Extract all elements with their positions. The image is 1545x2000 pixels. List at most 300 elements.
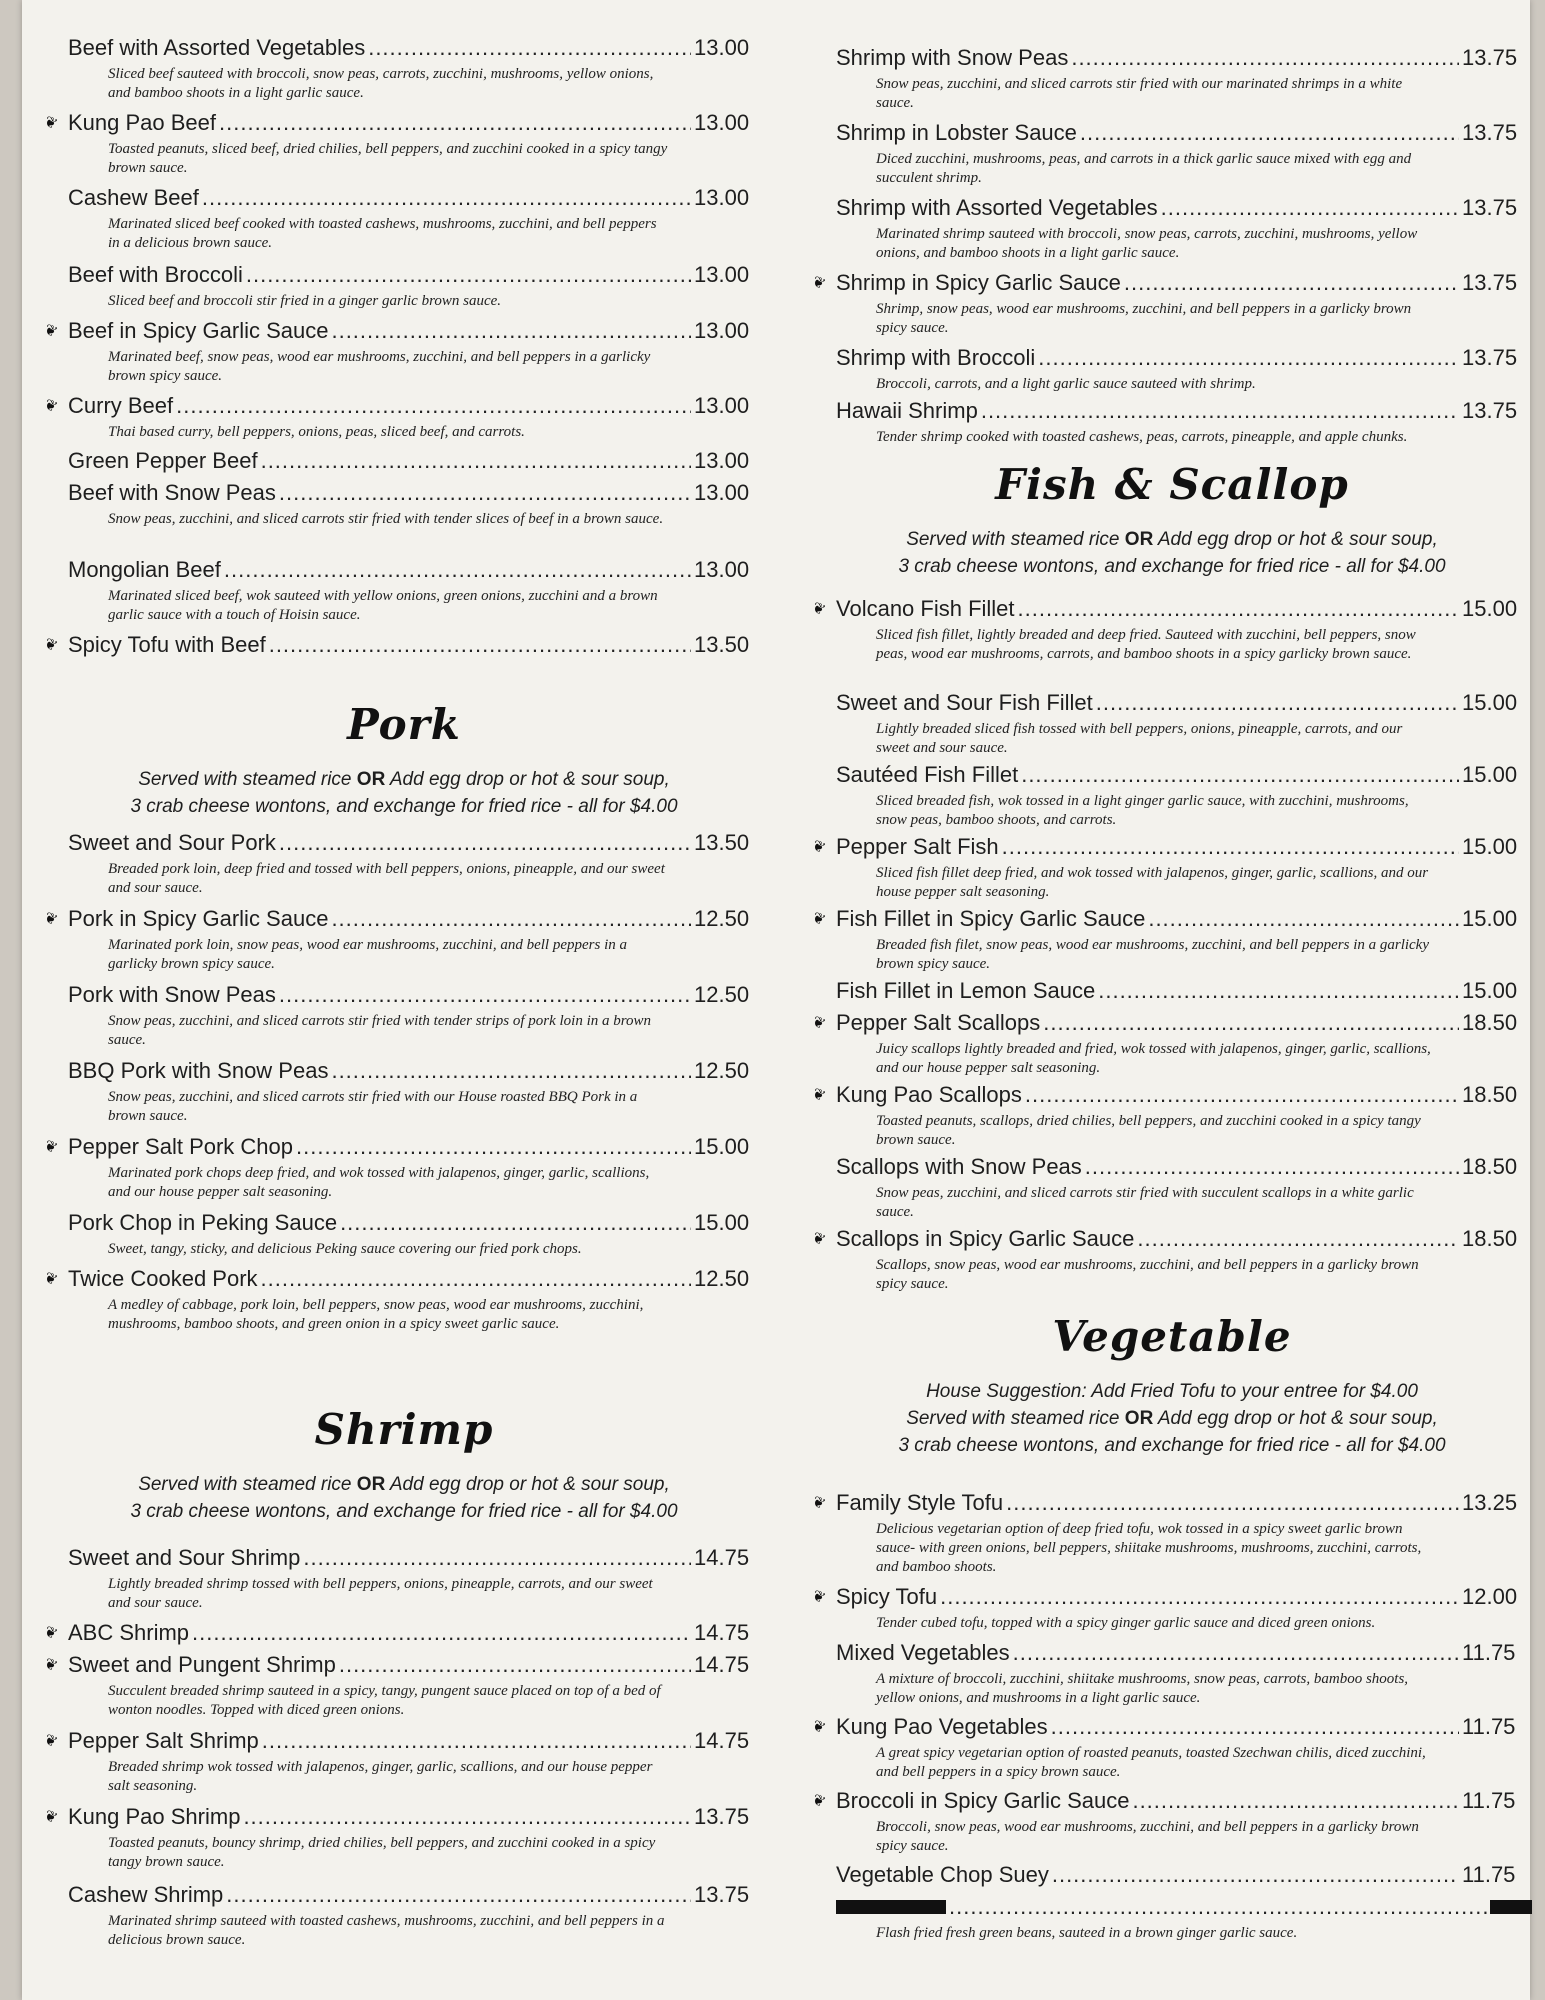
redacted-dish-name	[836, 1900, 946, 1914]
menu-item-header	[41, 110, 764, 140]
menu-item	[812, 1640, 1532, 1708]
dish-price: 18.50	[1462, 1010, 1518, 1035]
menu-item	[41, 1620, 764, 1650]
dish-price: 18.50	[1462, 1154, 1518, 1179]
chili-pepper-icon: ❦	[41, 1805, 61, 1828]
menu-item-header	[812, 1640, 1532, 1670]
dot-leader	[192, 1620, 691, 1646]
dish-name: Scallops with Snow Peas	[836, 1154, 1082, 1179]
dish-name: Pork in Spicy Garlic Sauce	[68, 906, 329, 931]
dish-description: Lightly breaded shrimp tossed with bell peppers, onions, pineapple, carrots, and our sweet and sour sauce.	[108, 1576, 653, 1611]
dish-description: Sliced breaded fish, wok tossed in a light ginger garlic sauce, with zucchini, mushrooms, snow peas, bamboo shoots, and carrots.	[876, 793, 1409, 828]
dot-leader	[331, 318, 691, 344]
dish-name: Scallops in Spicy Garlic Sauce	[836, 1226, 1135, 1251]
dot-leader	[1161, 195, 1459, 221]
dish-name: Green Pepper Beef	[68, 448, 258, 473]
note-line-1	[812, 526, 1532, 553]
menu-item	[41, 393, 764, 442]
dish-price: 13.00	[694, 448, 750, 473]
dot-leader	[219, 110, 691, 136]
menu-item-header	[41, 318, 764, 348]
note-line-1	[44, 1471, 764, 1498]
menu-item-header	[44, 185, 764, 215]
menu-item	[812, 195, 1532, 263]
dish-description: Juicy scallops lightly breaded and fried, wok tossed with jalapenos, ginger, garlic, scallions, and our house pepper salt seasoning.	[876, 1041, 1431, 1076]
dot-leader	[1006, 1490, 1459, 1516]
dish-description: Snow peas, zucchini, and sliced carrots stir fried with tender strips of pork loin in a brown sauce.	[108, 1013, 652, 1048]
dish-price: 12.50	[694, 982, 750, 1007]
dish-price: 15.00	[1462, 834, 1518, 859]
menu-item-header	[44, 35, 764, 65]
dot-leader	[339, 1652, 691, 1678]
redacted-price	[1490, 1900, 1532, 1914]
dot-leader	[1096, 690, 1459, 716]
dish-name: Vegetable Chop Suey	[836, 1862, 1049, 1887]
dish-name: Cashew Shrimp	[68, 1882, 224, 1907]
dish-description: Succulent breaded shrimp sauteed in a spicy, tangy, pungent sauce placed on top of a bed of wonton noodles. Topped with diced green onions.	[108, 1683, 661, 1718]
menu-item-header	[812, 45, 1532, 75]
dot-leader	[331, 906, 691, 932]
dot-leader	[1021, 762, 1459, 788]
chili-pepper-icon: ❦	[41, 633, 61, 656]
dish-description: Lightly breaded sliced fish tossed with bell peppers, onions, pineapple, carrots, and our sweet and sour sauce.	[876, 721, 1403, 756]
dish-price: 15.00	[694, 1210, 750, 1235]
dish-name: Shrimp with Snow Peas	[836, 45, 1069, 70]
dot-leader	[246, 262, 691, 288]
menu-item	[812, 120, 1532, 188]
note-served: Served with steamed rice	[906, 1408, 1120, 1429]
chili-pepper-icon: ❦	[41, 1621, 61, 1644]
dish-description: Toasted peanuts, sliced beef, dried chilies, bell peppers, and zucchini cooked in a spicy tangy brown sauce.	[108, 141, 668, 176]
dish-price: 14.75	[694, 1545, 750, 1570]
menu-item	[809, 1714, 1532, 1782]
menu-item	[809, 270, 1532, 338]
menu-item-header	[41, 1266, 764, 1296]
chili-pepper-icon: ❦	[809, 1585, 829, 1608]
section-title: Pork	[347, 700, 461, 749]
dish-name: Kung Pao Shrimp	[68, 1804, 241, 1829]
section-note	[812, 526, 1532, 580]
menu-item-header	[41, 393, 764, 423]
note-line-2: 3 crab cheese wontons, and exchange for fried rice - all for $4.00	[898, 556, 1446, 577]
dot-leader	[1043, 1010, 1459, 1036]
dish-description: Scallops, snow peas, wood ear mushrooms, zucchini, and bell peppers in a garlicky brown spicy sauce.	[876, 1257, 1419, 1292]
dish-name: Hawaii Shrimp	[836, 398, 978, 423]
dish-price: 13.75	[1462, 120, 1518, 145]
dish-name: Sweet and Pungent Shrimp	[68, 1652, 336, 1677]
dish-name: Beef with Snow Peas	[68, 480, 276, 505]
menu-item-header	[812, 978, 1532, 1008]
menu-item-header	[41, 1620, 764, 1650]
menu-item	[44, 1545, 764, 1613]
chili-pepper-icon: ❦	[41, 111, 61, 134]
menu-item-header	[812, 345, 1532, 375]
dish-name: Pork with Snow Peas	[68, 982, 276, 1007]
menu-item	[809, 1082, 1532, 1150]
dish-description: Marinated pork loin, snow peas, wood ear mushrooms, zucchini, and bell peppers in a garlicky brown spicy sauce.	[108, 937, 628, 972]
menu-item	[812, 45, 1532, 113]
dish-description: Delicious vegetarian option of deep fried tofu, wok tossed in a spicy sweet garlic brown sauce- with green onions, bell peppers, shiitake mushrooms, mushrooms, zucchini, carrots, and bamboo shoots.	[876, 1521, 1422, 1575]
menu-item-header	[809, 1714, 1532, 1744]
dish-name: Kung Pao Scallops	[836, 1082, 1022, 1107]
dot-leader	[1071, 45, 1459, 71]
menu-item-header	[41, 632, 764, 662]
dot-leader	[1137, 1226, 1459, 1252]
menu-item-header	[812, 762, 1532, 792]
dot-leader	[1085, 1154, 1459, 1180]
dish-price: 13.75	[1462, 345, 1518, 370]
dish-price: 18.50	[1462, 1226, 1518, 1251]
dish-description: Sliced fish fillet, lightly breaded and deep fried. Sauteed with zucchini, bell peppers, snow peas, wood ear mushrooms, carrots, and bamboo shoots in a spicy garlicky brown sauce.	[876, 627, 1416, 662]
menu-item	[809, 1788, 1532, 1856]
dot-leader	[1018, 596, 1459, 622]
dish-description: Marinated shrimp sauteed with broccoli, snow peas, carrots, zucchini, mushrooms, yellow onions, and bamboo shoots in a light garlic sauce.	[876, 226, 1418, 261]
chili-pepper-icon: ❦	[41, 394, 61, 417]
dish-description: Snow peas, zucchini, and sliced carrots stir fried with tender slices of beef in a brown sauce.	[108, 511, 664, 527]
menu-item	[41, 1266, 764, 1334]
menu-item	[809, 1010, 1532, 1078]
note-line-2: 3 crab cheese wontons, and exchange for fried rice - all for $4.00	[130, 796, 678, 817]
dot-leader	[1051, 1714, 1459, 1740]
menu-item-header	[41, 1652, 764, 1682]
menu-item-header	[44, 982, 764, 1012]
dot-leader	[368, 35, 691, 61]
dish-description: Marinated beef, snow peas, wood ear mushrooms, zucchini, and bell peppers in a garlicky brown spicy sauce.	[108, 349, 651, 384]
menu-item-header	[812, 1894, 1532, 1924]
chili-pepper-icon: ❦	[809, 597, 829, 620]
menu-item	[809, 906, 1532, 974]
dot-leader	[226, 1882, 691, 1908]
dish-price: 12.50	[694, 1266, 750, 1291]
dish-name: Sweet and Sour Fish Fillet	[836, 690, 1093, 715]
dish-name: Family Style Tofu	[836, 1490, 1004, 1515]
dish-price: 15.00	[1462, 978, 1518, 1003]
menu-item-header	[44, 1058, 764, 1088]
note-line-2: 3 crab cheese wontons, and exchange for fried rice - all for $4.00	[130, 1501, 678, 1522]
menu-item	[812, 345, 1532, 394]
menu-item-header	[809, 596, 1532, 626]
dish-name: BBQ Pork with Snow Peas	[68, 1058, 329, 1083]
dish-price: 13.75	[694, 1882, 750, 1907]
dot-leader	[1013, 1640, 1459, 1666]
dot-leader	[279, 830, 691, 856]
dish-name: Cashew Beef	[68, 185, 199, 210]
dot-leader	[296, 1134, 691, 1160]
menu-item-header	[812, 398, 1532, 428]
dish-price: 12.00	[1462, 1584, 1518, 1609]
dot-leader	[1052, 1862, 1459, 1888]
menu-item-header	[44, 448, 764, 478]
menu-item	[809, 1584, 1532, 1633]
dish-name: Sweet and Sour Pork	[68, 830, 276, 855]
menu-item-header	[812, 1862, 1532, 1892]
menu-item-header	[44, 830, 764, 860]
dish-description: Shrimp, snow peas, wood ear mushrooms, zucchini, and bell peppers in a garlicky brown spicy sauce.	[876, 301, 1412, 336]
dish-price: 13.00	[694, 35, 750, 60]
dish-price: 13.75	[1462, 195, 1518, 220]
menu-item-header	[809, 834, 1532, 864]
dish-price: 13.00	[694, 480, 750, 505]
menu-item	[44, 1058, 764, 1126]
house-suggestion: House Suggestion: Add Fried Tofu to your entree for $4.00	[926, 1381, 1418, 1402]
dot-leader	[1025, 1082, 1459, 1108]
dish-name: Spicy Tofu with Beef	[68, 632, 266, 657]
dish-price: 13.50	[694, 632, 750, 657]
dot-leader	[202, 185, 691, 211]
chili-pepper-icon: ❦	[809, 1491, 829, 1514]
section-note	[44, 766, 764, 820]
dish-price: 13.75	[1462, 45, 1518, 70]
section-note	[812, 1378, 1532, 1459]
dish-price: 12.50	[694, 906, 750, 931]
menu-item	[41, 110, 764, 178]
dot-leader	[1124, 270, 1459, 296]
menu-item-header	[809, 270, 1532, 300]
dish-name: Mixed Vegetables	[836, 1640, 1010, 1665]
menu-item-header	[41, 906, 764, 936]
dish-description: Thai based curry, bell peppers, onions, peas, sliced beef, and carrots.	[108, 424, 525, 440]
chili-pepper-icon: ❦	[809, 835, 829, 858]
menu-item-header	[41, 1728, 764, 1758]
dish-description: A mixture of broccoli, zucchini, shiitake mushrooms, snow peas, carrots, bamboo shoots, yellow onions, and mushrooms in a light garlic sauce.	[876, 1671, 1409, 1706]
dish-price: 13.75	[694, 1804, 750, 1829]
dish-description: Marinated sliced beef cooked with toasted cashews, mushrooms, zucchini, and bell peppers in a delicious brown sauce.	[108, 216, 657, 251]
menu-item-header	[812, 1154, 1532, 1184]
dish-price: 11.75	[1462, 1788, 1516, 1813]
dish-name: Beef in Spicy Garlic Sauce	[68, 318, 329, 343]
menu-item	[44, 448, 764, 478]
dish-price: 13.25	[1462, 1490, 1518, 1515]
chili-pepper-icon: ❦	[809, 907, 829, 930]
dot-leader	[303, 1545, 691, 1571]
chili-pepper-icon: ❦	[41, 1135, 61, 1158]
dish-description: A medley of cabbage, pork loin, bell peppers, snow peas, wood ear mushrooms, zucchini, mushrooms, bamboo shoots, and green onion in a spicy sweet garlic sauce.	[108, 1297, 644, 1332]
dish-price: 13.00	[694, 185, 750, 210]
dish-price: 14.75	[694, 1620, 750, 1645]
dish-description: Sliced beef and broccoli stir fried in a ginger garlic brown sauce.	[108, 293, 502, 309]
menu-item-header	[44, 1210, 764, 1240]
dish-description: Diced zucchini, mushrooms, peas, and carrots in a thick garlic sauce mixed with egg and succulent shrimp.	[876, 151, 1412, 186]
dish-name: Beef with Assorted Vegetables	[68, 35, 366, 60]
menu-item-header	[809, 1082, 1532, 1112]
chili-pepper-icon: ❦	[809, 1789, 829, 1812]
menu-item	[41, 906, 764, 974]
dish-description: Sliced fish fillet deep fried, and wok tossed with jalapenos, ginger, garlic, scallions, and our house pepper salt seasoning.	[876, 865, 1429, 900]
dot-leader	[331, 1058, 691, 1084]
note-line-1	[812, 1405, 1532, 1432]
dish-description: Breaded shrimp wok tossed with jalapenos, ginger, garlic, scallions, and our house pepper salt seasoning.	[108, 1759, 653, 1794]
menu-item-header	[812, 690, 1532, 720]
dish-price: 13.00	[694, 318, 750, 343]
note-or: OR	[356, 769, 386, 790]
chili-pepper-icon: ❦	[41, 1653, 61, 1676]
dot-leader	[981, 398, 1459, 424]
dish-price: 15.00	[1462, 906, 1518, 931]
menu-item-header	[809, 1788, 1532, 1818]
dish-price: 12.50	[694, 1058, 750, 1083]
dish-name: Shrimp with Broccoli	[836, 345, 1036, 370]
dot-leader	[1002, 834, 1459, 860]
menu-item	[44, 830, 764, 898]
note-served: Served with steamed rice	[138, 1474, 352, 1495]
chili-pepper-icon: ❦	[41, 1267, 61, 1290]
section-title: Shrimp	[314, 1405, 494, 1454]
dish-name: Shrimp with Assorted Vegetables	[836, 195, 1158, 220]
section-note	[44, 1471, 764, 1525]
dish-description: Snow peas, zucchini, and sliced carrots stir fried with our marinated shrimps in a white sauce.	[876, 76, 1403, 111]
note-add: Add egg drop or hot & sour soup,	[389, 769, 670, 790]
menu-item	[812, 978, 1532, 1008]
menu-item-header	[44, 262, 764, 292]
menu-item-header	[809, 906, 1532, 936]
dish-price: 14.75	[694, 1728, 750, 1753]
dish-name: Fish Fillet in Lemon Sauce	[836, 978, 1096, 1003]
menu-item	[812, 762, 1532, 830]
menu-item	[44, 35, 764, 103]
menu-page	[22, 0, 1530, 2000]
dish-name: Pepper Salt Shrimp	[68, 1728, 259, 1753]
dish-name: Shrimp in Lobster Sauce	[836, 120, 1077, 145]
dish-description: Broccoli, snow peas, wood ear mushrooms, zucchini, and bell peppers in a garlicky brown spicy sauce.	[876, 1819, 1419, 1854]
dish-price: 15.00	[1462, 762, 1518, 787]
dish-name: Kung Pao Beef	[68, 110, 217, 135]
dish-price: 15.00	[1462, 690, 1518, 715]
menu-item	[44, 982, 764, 1050]
dish-name: Spicy Tofu	[836, 1584, 938, 1609]
dot-leader	[1132, 1788, 1459, 1814]
menu-item	[44, 557, 764, 625]
menu-item	[44, 185, 764, 253]
dot-leader	[340, 1210, 691, 1236]
section-title: Vegetable	[1052, 1312, 1292, 1361]
dish-name: Pepper Salt Pork Chop	[68, 1134, 294, 1159]
menu-item	[809, 1490, 1532, 1577]
dish-price: 13.00	[694, 262, 750, 287]
note-add: Add egg drop or hot & sour soup,	[1157, 1408, 1438, 1429]
chili-pepper-icon: ❦	[41, 1729, 61, 1752]
dish-price: 15.00	[1462, 596, 1518, 621]
dot-leader	[949, 1894, 1487, 1920]
note-or: OR	[1124, 529, 1154, 550]
dish-description: A great spicy vegetarian option of roasted peanuts, toasted Szechwan chilis, diced zucchini, and bell peppers in a spicy brown sauce.	[876, 1745, 1426, 1780]
dish-name: Fish Fillet in Spicy Garlic Sauce	[836, 906, 1146, 931]
dot-leader	[262, 1728, 691, 1754]
dot-leader	[176, 393, 691, 419]
dot-leader	[1038, 345, 1459, 371]
dish-name: ABC Shrimp	[68, 1620, 190, 1645]
menu-item	[44, 480, 764, 529]
dish-description: Broccoli, carrots, and a light garlic sauce sauteed with shrimp.	[876, 376, 1256, 392]
dish-name: Pork Chop in Peking Sauce	[68, 1210, 338, 1235]
menu-item	[812, 1154, 1532, 1222]
menu-item-header	[41, 1804, 764, 1834]
dot-leader	[279, 480, 691, 506]
dot-leader	[940, 1584, 1459, 1610]
dish-name: Shrimp in Spicy Garlic Sauce	[836, 270, 1121, 295]
dish-name: Broccoli in Spicy Garlic Sauce	[836, 1788, 1130, 1813]
dish-price: 13.75	[1462, 270, 1518, 295]
dish-description: Marinated pork chops deep fried, and wok tossed with jalapenos, ginger, garlic, scallions, and our house pepper salt seasoning.	[108, 1165, 650, 1200]
dish-description: Snow peas, zucchini, and sliced carrots stir fried with our House roasted BBQ Pork in a brown sauce.	[108, 1089, 638, 1124]
dot-leader	[224, 557, 691, 583]
note-add: Add egg drop or hot & sour soup,	[1157, 529, 1438, 550]
menu-item	[809, 596, 1532, 664]
menu-item-header	[41, 1134, 764, 1164]
dish-price: 11.75	[1462, 1714, 1516, 1739]
chili-pepper-icon: ❦	[809, 1715, 829, 1738]
dish-name: Mongolian Beef	[68, 557, 221, 582]
menu-item	[44, 1882, 764, 1950]
menu-item	[812, 690, 1532, 758]
menu-item-header	[809, 1490, 1532, 1520]
dish-description: Marinated sliced beef, wok sauteed with yellow onions, green onions, zucchini and a brown garlic sauce with a touch of Hoisin sauce.	[108, 588, 658, 623]
dot-leader	[279, 982, 691, 1008]
menu-item-header	[812, 120, 1532, 150]
dish-name: Sweet and Sour Shrimp	[68, 1545, 301, 1570]
dish-name: Sautéed Fish Fillet	[836, 762, 1019, 787]
dish-description: Sweet, tangy, sticky, and delicious Peking sauce covering our fried pork chops.	[108, 1241, 582, 1257]
menu-item	[41, 1728, 764, 1796]
menu-item-header	[809, 1584, 1532, 1614]
dish-description: Flash fried fresh green beans, sauteed in a brown ginger garlic sauce.	[876, 1925, 1298, 1941]
note-or: OR	[1124, 1408, 1154, 1429]
menu-item	[44, 1210, 764, 1259]
menu-item-header	[812, 195, 1532, 225]
menu-item-header	[44, 1882, 764, 1912]
chili-pepper-icon: ❦	[809, 271, 829, 294]
dish-description: Marinated shrimp sauteed with toasted cashews, mushrooms, zucchini, and bell peppers in a delicious brown sauce.	[108, 1913, 665, 1948]
note-served: Served with steamed rice	[906, 529, 1120, 550]
dish-price: 14.75	[694, 1652, 750, 1677]
menu-item	[41, 1652, 764, 1720]
menu-item-header	[809, 1226, 1532, 1256]
menu-item	[812, 1862, 1532, 1892]
dish-description: Breaded fish filet, snow peas, wood ear mushrooms, zucchini, and bell peppers in a garlicky brown spicy sauce.	[876, 937, 1430, 972]
dish-price: 11.75	[1462, 1640, 1516, 1665]
menu-item-header	[44, 557, 764, 587]
dish-description: Breaded pork loin, deep fried and tossed with bell peppers, onions, pineapple, and our sweet and sour sauce.	[108, 861, 665, 896]
dish-price: 13.00	[694, 393, 750, 418]
menu-item	[812, 398, 1532, 447]
menu-item-header	[44, 1545, 764, 1575]
chili-pepper-icon: ❦	[41, 319, 61, 342]
menu-item	[41, 318, 764, 386]
section-title: Fish & Scallop	[995, 460, 1349, 509]
dish-name: Kung Pao Vegetables	[836, 1714, 1048, 1739]
note-or: OR	[356, 1474, 386, 1495]
dish-description: Tender shrimp cooked with toasted cashews, peas, carrots, pineapple, and apple chunks.	[876, 429, 1408, 445]
chili-pepper-icon: ❦	[809, 1227, 829, 1250]
dish-price: 13.00	[694, 110, 750, 135]
dish-name: Curry Beef	[68, 393, 174, 418]
dish-name: Beef with Broccoli	[68, 262, 243, 287]
menu-item	[41, 632, 764, 662]
dish-description: Sliced beef sauteed with broccoli, snow peas, carrots, zucchini, mushrooms, yellow onions, and bamboo shoots in a light garlic sauce.	[108, 66, 654, 101]
menu-item	[44, 262, 764, 311]
dot-leader	[269, 632, 691, 658]
dot-leader	[261, 1266, 691, 1292]
dot-leader	[1098, 978, 1459, 1004]
dish-price: 11.75	[1462, 1862, 1516, 1887]
dish-price: 18.50	[1462, 1082, 1518, 1107]
dish-name: Twice Cooked Pork	[68, 1266, 258, 1291]
dish-name: Volcano Fish Fillet	[836, 596, 1015, 621]
dish-description: Toasted peanuts, bouncy shrimp, dried chilies, bell peppers, and zucchini cooked in a spicy tangy brown sauce.	[108, 1835, 656, 1870]
dot-leader	[261, 448, 691, 474]
chili-pepper-icon: ❦	[809, 1083, 829, 1106]
note-add: Add egg drop or hot & sour soup,	[389, 1474, 670, 1495]
dot-leader	[1080, 120, 1459, 146]
